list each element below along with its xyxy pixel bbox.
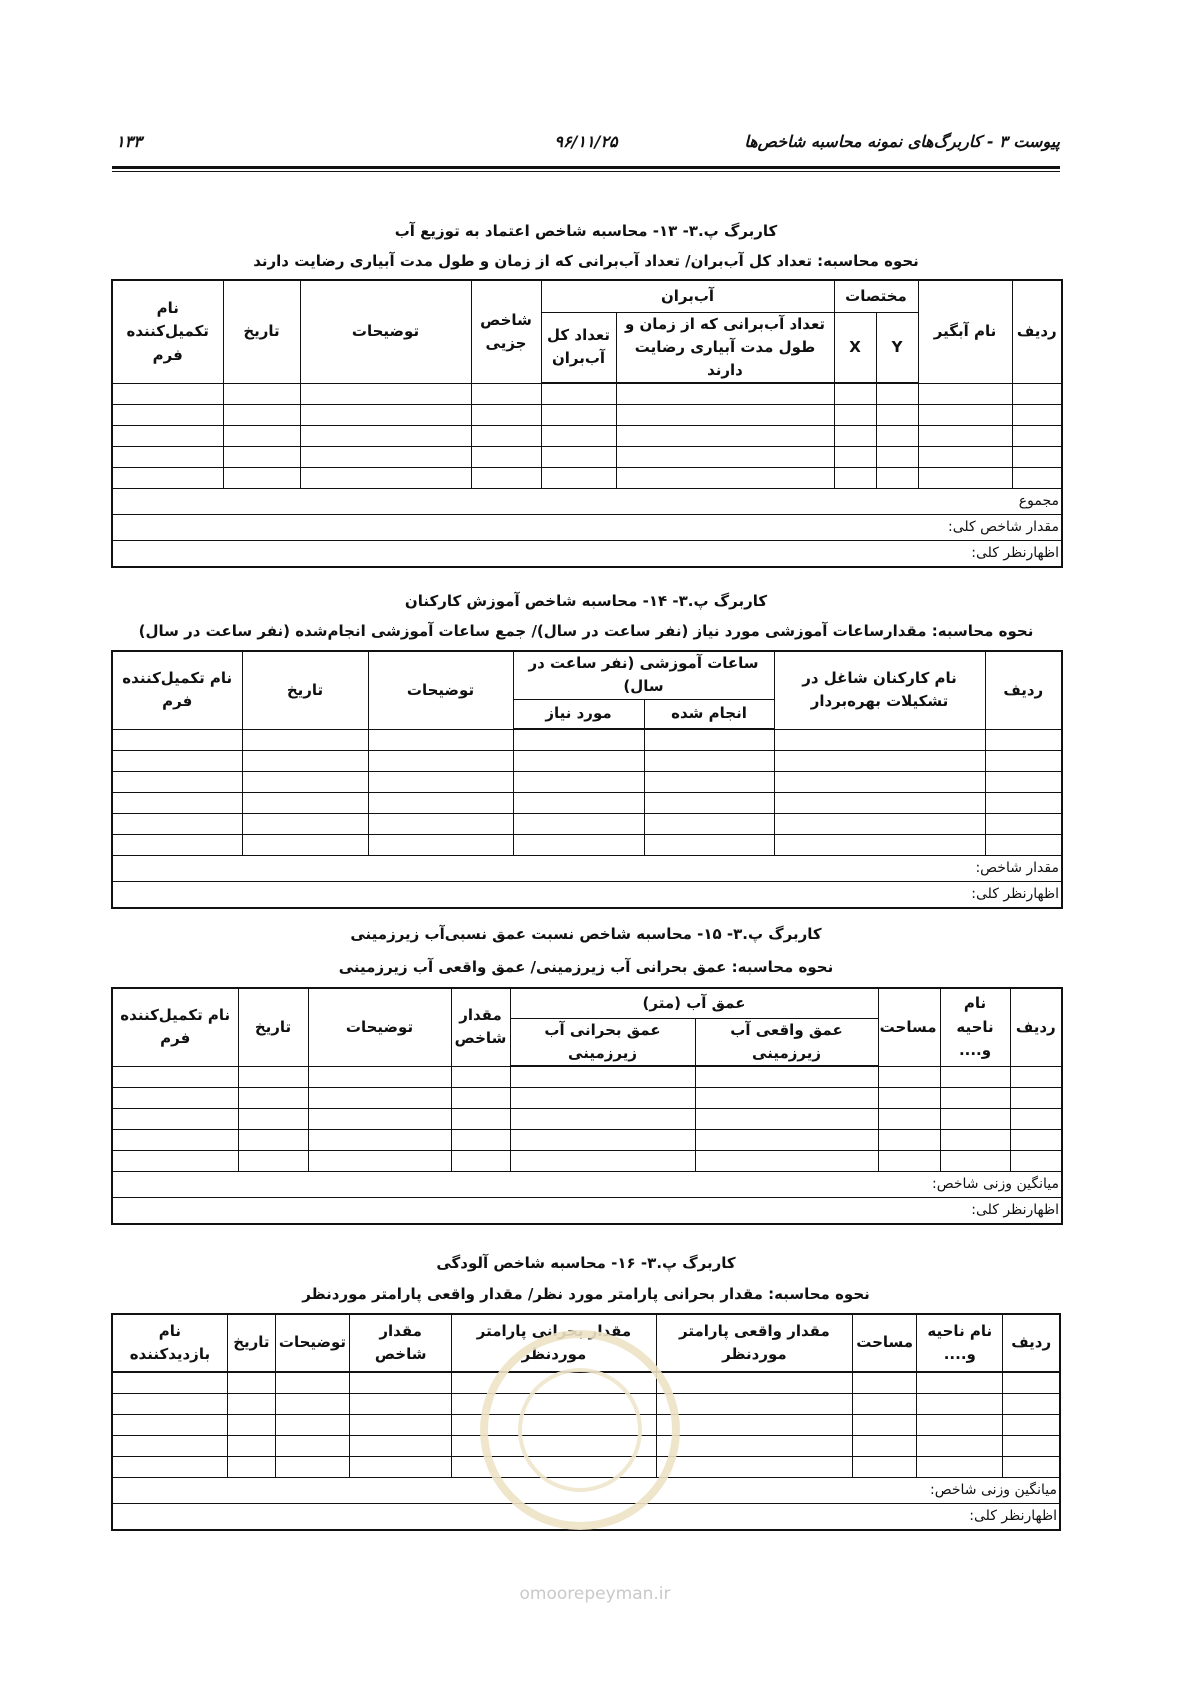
watermark-site: omoorepeyman.ir — [519, 1584, 671, 1604]
table-row — [112, 426, 1062, 447]
page-number: ۱۳۳ — [116, 132, 142, 151]
col-y: Y — [876, 312, 918, 383]
table-row — [112, 772, 1062, 793]
form16-weighted-avg: میانگین وزنی شاخص: — [112, 1478, 1060, 1504]
form13-table — [111, 279, 1063, 568]
form13-title: کاربرگ پ.۳- ۱۳- محاسبه شاخص اعتماد به توزیع آب — [394, 222, 778, 240]
form14-table — [111, 650, 1063, 909]
page-date: ۹۶/۱۱/۲۵ — [554, 132, 618, 151]
col-actual: مقدار واقعی پارامتر موردنظر — [656, 1314, 852, 1372]
col-users: آب‌بران — [541, 280, 834, 312]
col-partial: شاخص جزیی — [471, 280, 541, 383]
col-total: تعداد کل آب‌بران — [541, 312, 616, 383]
form14-index-value: مقدار شاخص: — [112, 856, 1062, 882]
col-done: انجام شده — [644, 699, 774, 729]
col-region: نام ناحیه و.... — [917, 1314, 1003, 1372]
table-row — [112, 405, 1062, 426]
col-date: تاریخ — [242, 651, 368, 729]
table-row — [112, 793, 1062, 814]
form13-method: نحوه محاسبه: تعداد کل آب‌بران/ تعداد آب‌برانی که از زمان و طول مدت آبیاری رضایت دارند — [253, 252, 919, 270]
col-date: تاریخ — [223, 280, 300, 383]
form15-overall-opinion: اظهارنظر کلی: — [112, 1198, 1062, 1225]
col-area: مساحت — [853, 1314, 917, 1372]
col-region: نام ناحیه و.... — [940, 988, 1010, 1066]
col-x: X — [834, 312, 876, 383]
col-filler: نام تکمیل‌کننده فرم — [112, 280, 223, 383]
table-row — [112, 835, 1062, 856]
form15-table — [111, 987, 1063, 1225]
col-depth: عمق آب (متر) — [510, 988, 878, 1018]
table-row — [112, 729, 1062, 751]
col-row: ردیف — [1003, 1314, 1060, 1372]
col-coords: مختصات — [834, 280, 918, 312]
col-staff: نام کارکنان شاغل در تشکیلات بهره‌بردار — [774, 651, 985, 729]
table-row — [112, 1109, 1062, 1130]
col-area: مساحت — [878, 988, 940, 1066]
table-row — [112, 1151, 1062, 1172]
table-row — [112, 383, 1062, 405]
table-row — [112, 1088, 1062, 1109]
col-visitor: نام بازدیدکننده — [112, 1314, 227, 1372]
table-row — [112, 814, 1062, 835]
col-date: تاریخ — [238, 988, 308, 1066]
page-header — [112, 132, 1060, 169]
form16-method: نحوه محاسبه: مقدار بحرانی پارامتر مورد نظر/ مقدار واقعی پارامتر موردنظر — [302, 1285, 870, 1303]
col-desc: توضیحات — [275, 1314, 349, 1372]
col-value: مقدار شاخص — [451, 988, 510, 1066]
col-critical: مقدار بحرانی پارامتر موردنظر — [452, 1314, 656, 1372]
form15-method: نحوه محاسبه: عمق بحرانی آب زیرزمینی/ عمق واقعی آب زیرزمینی — [338, 958, 834, 976]
col-filler: نام تکمیل‌کننده فرم — [112, 988, 238, 1066]
page-title: پیوست ۳ - کاربرگ‌های نمونه محاسبه شاخص‌ها — [744, 132, 1060, 151]
col-filler: نام تکمیل‌کننده فرم — [112, 651, 242, 729]
col-desc: توضیحات — [300, 280, 471, 383]
table-row — [112, 1130, 1062, 1151]
col-satisfied: تعداد آب‌برانی که از زمان و طول مدت آبیاری رضایت دارند — [616, 312, 834, 383]
col-row: ردیف — [1010, 988, 1062, 1066]
form13-overall-value: مقدار شاخص کلی: — [112, 515, 1062, 541]
table-row — [112, 468, 1062, 489]
form13-overall-opinion: اظهارنظر کلی: — [112, 541, 1062, 568]
watermark-seal-icon — [480, 1330, 680, 1530]
col-actual: عمق واقعی آب زیرزمینی — [695, 1018, 878, 1066]
form14-method: نحوه محاسبه: مقدارساعات آموزشی مورد نیاز (نفر ساعت در سال)/ جمع ساعات آموزشی انجام‌شده (نفر ساعت در سال) — [138, 622, 1034, 640]
form14-title: کاربرگ پ.۳- ۱۴- محاسبه شاخص آموزش کارکنان — [404, 592, 768, 610]
table-row — [112, 1066, 1062, 1088]
form13-sum: مجموع — [112, 489, 1062, 515]
table-row — [112, 751, 1062, 772]
col-desc: توضیحات — [368, 651, 513, 729]
col-critical: عمق بحرانی آب زیرزمینی — [510, 1018, 695, 1066]
form15-weighted-avg: میانگین وزنی شاخص: — [112, 1172, 1062, 1198]
form14-overall-opinion: اظهارنظر کلی: — [112, 882, 1062, 909]
table-row — [112, 447, 1062, 468]
form16-title: کاربرگ پ.۳- ۱۶- محاسبه شاخص آلودگی — [436, 1254, 736, 1272]
form15-title: کاربرگ پ.۳- ۱۵- محاسبه شاخص نسبت عمق نسبی‌آب زیرزمینی — [350, 925, 822, 943]
col-row: ردیف — [1012, 280, 1062, 383]
col-desc: توضیحات — [308, 988, 451, 1066]
form16-overall-opinion: اظهارنظر کلی: — [112, 1504, 1060, 1531]
col-hours: ساعات آموزشی (نفر ساعت در سال) — [513, 651, 774, 699]
col-value: مقدار شاخص — [350, 1314, 452, 1372]
col-date: تاریخ — [227, 1314, 275, 1372]
col-needed: مورد نیاز — [513, 699, 644, 729]
col-row: ردیف — [985, 651, 1062, 729]
col-basin: نام آبگیر — [918, 280, 1012, 383]
